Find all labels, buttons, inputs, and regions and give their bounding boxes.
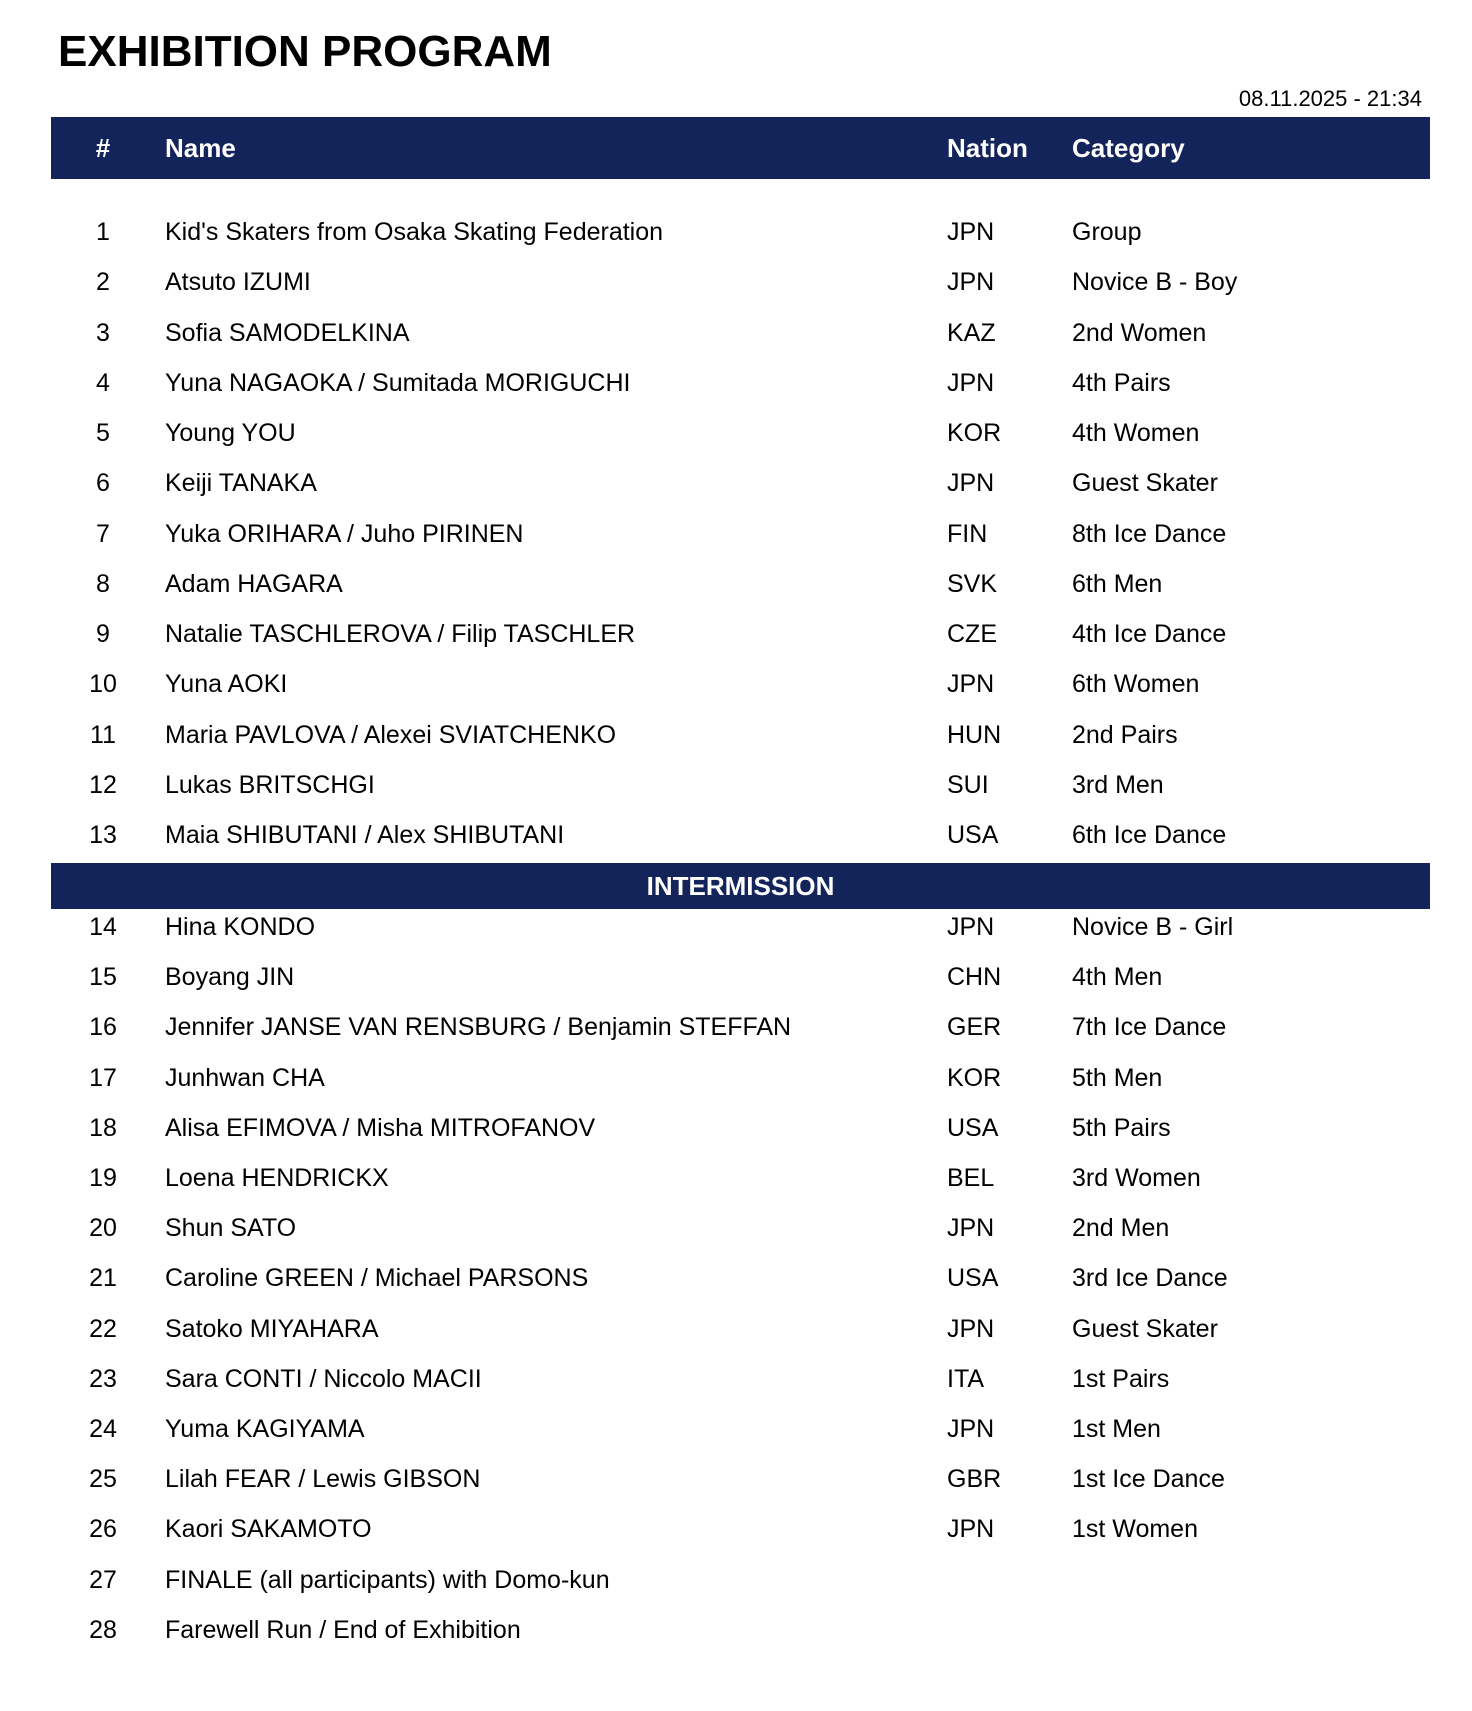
row-number: 17 [89,1063,117,1092]
row-number: 26 [89,1515,117,1544]
row-number: 12 [89,770,117,799]
nation-code: JPN [947,1415,995,1443]
skater-name: Young YOU [165,419,296,447]
table-row [51,1053,1430,1103]
category-label: 8th Ice Dance [1072,519,1227,548]
table-row [51,458,1430,508]
table-row [51,952,1430,1002]
nation-code: JPN [947,268,995,297]
table-row [51,810,1430,860]
row-number: 1 [96,218,110,246]
nation-code: USA [947,821,999,849]
skater-name: Yuna AOKI [165,670,288,699]
skater-name: Alisa EFIMOVA / Misha MITROFANOV [165,1113,596,1142]
nation-code: CZE [947,620,997,648]
skater-name: Yuna NAGAOKA / Sumitada MORIGUCHI [165,368,631,397]
row-number: 7 [96,519,110,548]
skater-name: Yuka ORIHARA / Juho PIRINEN [165,519,524,548]
skater-name: Sofia SAMODELKINA [165,318,410,347]
table-row [51,358,1430,408]
table-row [51,1002,1430,1052]
category-label: 1st Women [1072,1515,1198,1544]
table-row [51,902,1430,952]
nation-code: JPN [947,1214,995,1243]
table-row [51,1304,1430,1354]
table-row [51,609,1430,659]
nation-code: BEL [947,1164,995,1192]
nation-code: JPN [947,913,995,941]
table-row [51,1454,1430,1504]
row-number: 20 [89,1214,117,1243]
column-header-category: Category [1072,133,1185,163]
category-label: Novice B - Boy [1072,268,1238,297]
nation-code: HUN [947,720,1002,749]
nation-code: SUI [947,770,989,799]
row-number: 13 [89,821,117,849]
nation-code: ITA [947,1364,985,1393]
skater-name: Hina KONDO [165,913,316,941]
row-number: 25 [89,1465,117,1494]
column-header-number: # [95,133,111,163]
skater-name: Atsuto IZUMI [165,268,311,297]
row-number: 11 [90,720,116,749]
skater-name: Shun SATO [165,1214,297,1243]
skater-name: Lilah FEAR / Lewis GIBSON [165,1465,481,1494]
column-header-nation: Nation [947,133,1028,163]
skater-name: Keiji TANAKA [165,469,317,498]
row-number: 27 [89,1565,117,1594]
row-number: 28 [89,1615,117,1644]
category-label: 7th Ice Dance [1072,1013,1227,1042]
skater-name: Yuma KAGIYAMA [165,1415,365,1443]
table-row [51,1354,1430,1404]
nation-code: USA [947,1264,999,1293]
row-number: 8 [96,569,110,598]
category-label: 4th Pairs [1072,368,1171,397]
table-row [51,1153,1430,1203]
category-label: 6th Ice Dance [1072,821,1227,849]
row-number: 6 [96,469,110,498]
row-number: 4 [96,368,110,397]
category-label: 2nd Men [1072,1214,1170,1243]
table-row [51,1404,1430,1454]
category-label: 3rd Men [1072,770,1164,799]
nation-code: KOR [947,419,1002,447]
intermission-banner: INTERMISSION [51,863,1430,909]
nation-code: JPN [947,1515,995,1544]
skater-name: Natalie TASCHLEROVA / Filip TASCHLER [165,620,636,648]
skater-name: Caroline GREEN / Michael PARSONS [165,1264,589,1293]
nation-code: CHN [947,963,1002,992]
category-label: 4th Ice Dance [1072,620,1227,648]
skater-name: Satoko MIYAHARA [165,1314,379,1343]
nation-code: SVK [947,569,998,598]
row-number: 19 [89,1164,117,1192]
table-row [51,1253,1430,1303]
skater-name: Sara CONTI / Niccolo MACII [165,1364,482,1393]
row-number: 23 [89,1364,117,1393]
table-row [51,207,1430,257]
row-number: 5 [96,419,110,447]
row-number: 16 [89,1013,117,1042]
category-label: 1st Ice Dance [1072,1465,1225,1494]
nation-code: JPN [947,368,995,397]
table-row [51,1103,1430,1153]
skater-name: Maia SHIBUTANI / Alex SHIBUTANI [165,821,565,849]
table-row [51,760,1430,810]
nation-code: JPN [947,1314,995,1343]
category-label: 3rd Ice Dance [1072,1264,1228,1293]
skater-name: Boyang JIN [165,963,295,992]
table-row [51,659,1430,709]
column-header-name: Name [165,133,236,163]
page-title: EXHIBITION PROGRAM [58,27,552,76]
category-label: 5th Men [1072,1063,1163,1092]
skater-name: Kid's Skaters from Osaka Skating Federation [165,218,664,246]
skater-name: Adam HAGARA [165,569,343,598]
nation-code: JPN [947,670,995,699]
row-number: 22 [89,1314,117,1343]
row-number: 9 [96,620,110,648]
row-number: 14 [89,913,117,941]
skater-name: Lukas BRITSCHGI [165,770,375,799]
nation-code: JPN [947,469,995,498]
nation-code: FIN [947,519,988,548]
row-number: 15 [89,963,117,992]
skater-name: Maria PAVLOVA / Alexei SVIATCHENKO [165,720,617,749]
category-label: 1st Pairs [1072,1364,1170,1393]
category-label: Guest Skater [1072,1314,1218,1343]
skater-name: Loena HENDRICKX [165,1164,389,1192]
category-label: Novice B - Girl [1072,913,1234,941]
skater-name: Kaori SAKAMOTO [165,1515,372,1544]
category-label: Guest Skater [1072,469,1218,498]
nation-code: USA [947,1113,999,1142]
skater-name: Farewell Run / End of Exhibition [165,1615,521,1644]
nation-code: JPN [947,218,995,246]
table-row [51,1504,1430,1554]
skater-name: Junhwan CHA [165,1063,325,1092]
timestamp: 08.11.2025 - 21:34 [1238,86,1422,111]
category-label: 2nd Pairs [1072,720,1178,749]
table-row [51,1203,1430,1253]
skater-name: FINALE (all participants) with Domo-kun [165,1565,610,1594]
row-number: 18 [89,1113,117,1142]
table-row [51,559,1430,609]
table-row [51,1605,1430,1655]
category-label: 5th Pairs [1072,1113,1171,1142]
skater-name: Jennifer JANSE VAN RENSBURG / Benjamin STEFFAN [165,1013,792,1042]
row-number: 24 [89,1415,117,1443]
category-label: 4th Men [1072,963,1163,992]
category-label: 2nd Women [1072,318,1207,347]
table-row [51,408,1430,458]
row-number: 21 [89,1264,117,1293]
category-label: 6th Men [1072,569,1163,598]
table-row [51,308,1430,358]
nation-code: KOR [947,1063,1002,1092]
category-label: 1st Men [1072,1415,1161,1443]
category-label: 6th Women [1072,670,1200,699]
row-number: 3 [96,318,110,347]
table-row [51,509,1430,559]
row-number: 10 [89,670,117,699]
category-label: Group [1072,218,1142,246]
row-number: 2 [96,268,110,297]
table-header [51,117,1430,179]
table-row [51,1555,1430,1605]
nation-code: KAZ [947,318,996,347]
category-label: 3rd Women [1072,1164,1201,1192]
category-label: 4th Women [1072,419,1200,447]
table-row [51,257,1430,307]
nation-code: GER [947,1013,1002,1042]
nation-code: GBR [947,1465,1002,1494]
table-row [51,710,1430,760]
